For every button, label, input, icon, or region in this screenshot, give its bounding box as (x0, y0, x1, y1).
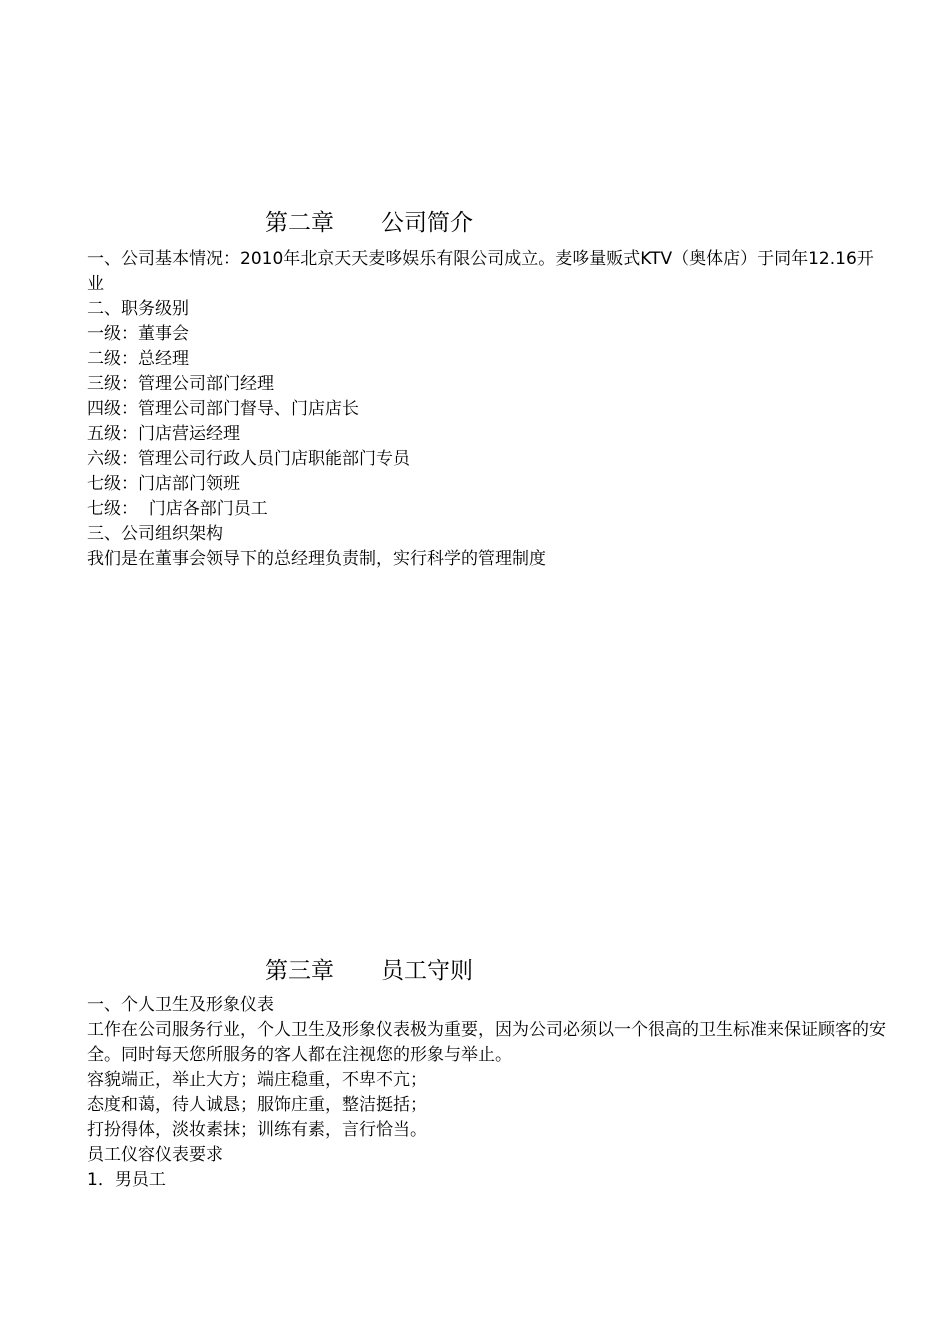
chapter-3-number: 第三章 (265, 958, 334, 984)
level-7b: 七级： 门店各部门员工 (87, 499, 268, 519)
appearance-requirements-heading: 员工仪容仪表要求 (87, 1145, 223, 1165)
level-1: 一级：董事会 (87, 324, 189, 344)
conduct-line-1: 容貌端正，举止大方；端庄稳重，不卑不亢； (87, 1070, 427, 1090)
hygiene-heading: 一、个人卫生及形象仪表 (87, 995, 274, 1015)
chapter-2-number: 第二章 (265, 210, 334, 236)
level-4: 四级：管理公司部门督导、门店店长 (87, 399, 359, 419)
chapter-2-section (87, 205, 887, 572)
chapter-2-title (87, 205, 887, 241)
conduct-line-2: 态度和蔼，待人诚恳；服饰庄重，整洁挺括； (87, 1095, 427, 1115)
chapter-2-body (87, 247, 887, 572)
chapter-2-name: 公司简介 (381, 210, 473, 236)
chapter-3-body (87, 993, 887, 1193)
conduct-line-3: 打扮得体，淡妆素抹；训练有素，言行恰当。 (87, 1120, 427, 1140)
chapter-3-title (87, 953, 887, 989)
chapter-3-section (87, 953, 887, 1193)
level-5: 五级：门店营运经理 (87, 424, 240, 444)
level-7a: 七级：门店部门领班 (87, 474, 240, 494)
level-3: 三级：管理公司部门经理 (87, 374, 274, 394)
org-structure-heading: 三、公司组织架构 (87, 524, 223, 544)
job-levels-heading: 二、职务级别 (87, 299, 189, 319)
company-basic-info: 一、公司基本情况：2010年北京天天麦哆娱乐有限公司成立。麦哆量贩式KTV（奥体店）于同年12.16开业 (87, 249, 874, 294)
org-structure-text: 我们是在董事会领导下的总经理负责制，实行科学的管理制度 (87, 549, 546, 569)
hygiene-paragraph: 工作在公司服务行业，个人卫生及形象仪表极为重要，因为公司必须以一个很高的卫生标准来保证顾客的安全。同时每天您所服务的客人都在注视您的形象与举止。 (87, 1020, 886, 1065)
level-2: 二级：总经理 (87, 349, 189, 369)
level-6: 六级：管理公司行政人员门店职能部门专员 (87, 449, 410, 469)
male-staff-heading: 1．男员工 (87, 1170, 166, 1190)
chapter-3-name: 员工守则 (381, 958, 473, 984)
